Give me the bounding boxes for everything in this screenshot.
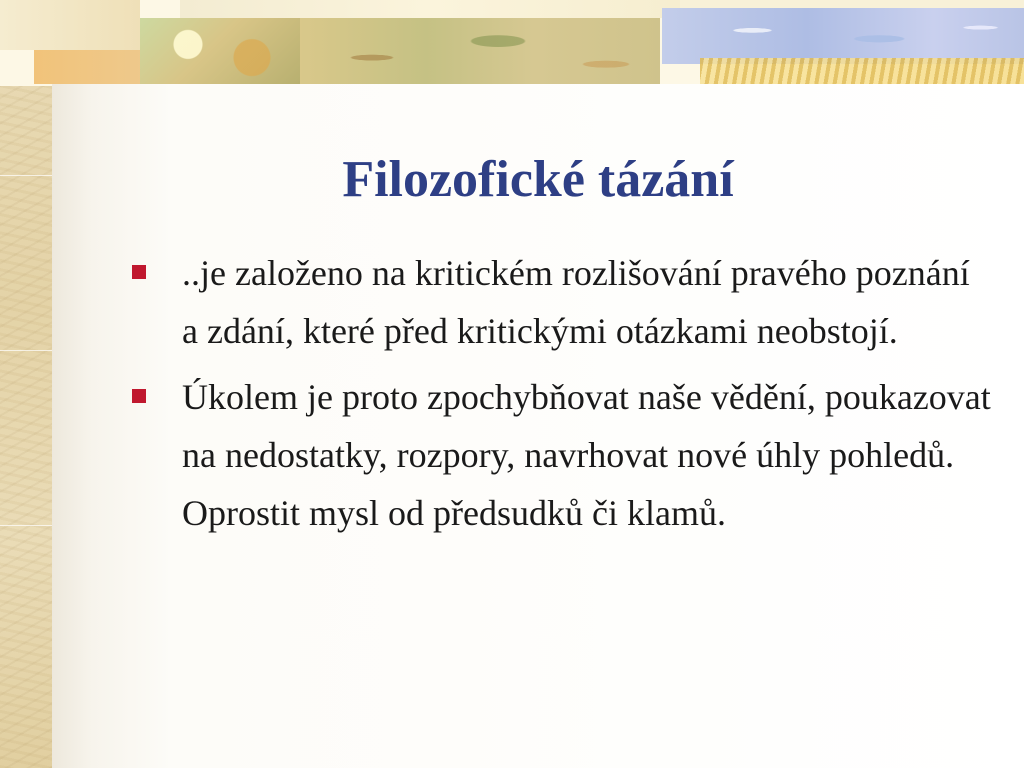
border-seam	[0, 175, 52, 176]
border-seam	[0, 350, 52, 351]
banner-autumn-image	[140, 18, 300, 84]
square-bullet-icon	[132, 389, 146, 403]
banner-leaves-image	[300, 18, 660, 84]
square-bullet-icon	[132, 265, 146, 279]
left-decorative-border	[0, 0, 52, 768]
bullet-item	[132, 244, 992, 360]
banner-tile	[180, 0, 680, 18]
banner-tile	[34, 50, 146, 84]
border-seam	[0, 525, 52, 526]
bullet-item	[132, 368, 992, 542]
banner-tile	[680, 0, 1024, 8]
bullet-text: Úkolem je proto zpochybňovat naše vědění, poukazovat na nedostatky, rozpory, navrhovat nové úhly pohledů. Oprostit mysl od předsudků či klamů.	[182, 377, 991, 533]
slide-title: Filozofické tázání	[342, 151, 734, 208]
banner-wheat-image	[700, 58, 1024, 84]
bullet-text: ..je založeno na kritickém rozlišování pravého poznání a zdání, které před kritickými otázkami neobstojí.	[182, 253, 970, 351]
banner-tile	[0, 0, 140, 50]
top-decorative-banner	[0, 0, 1024, 86]
banner-blue-image	[662, 8, 1024, 64]
bullet-list	[132, 244, 992, 550]
